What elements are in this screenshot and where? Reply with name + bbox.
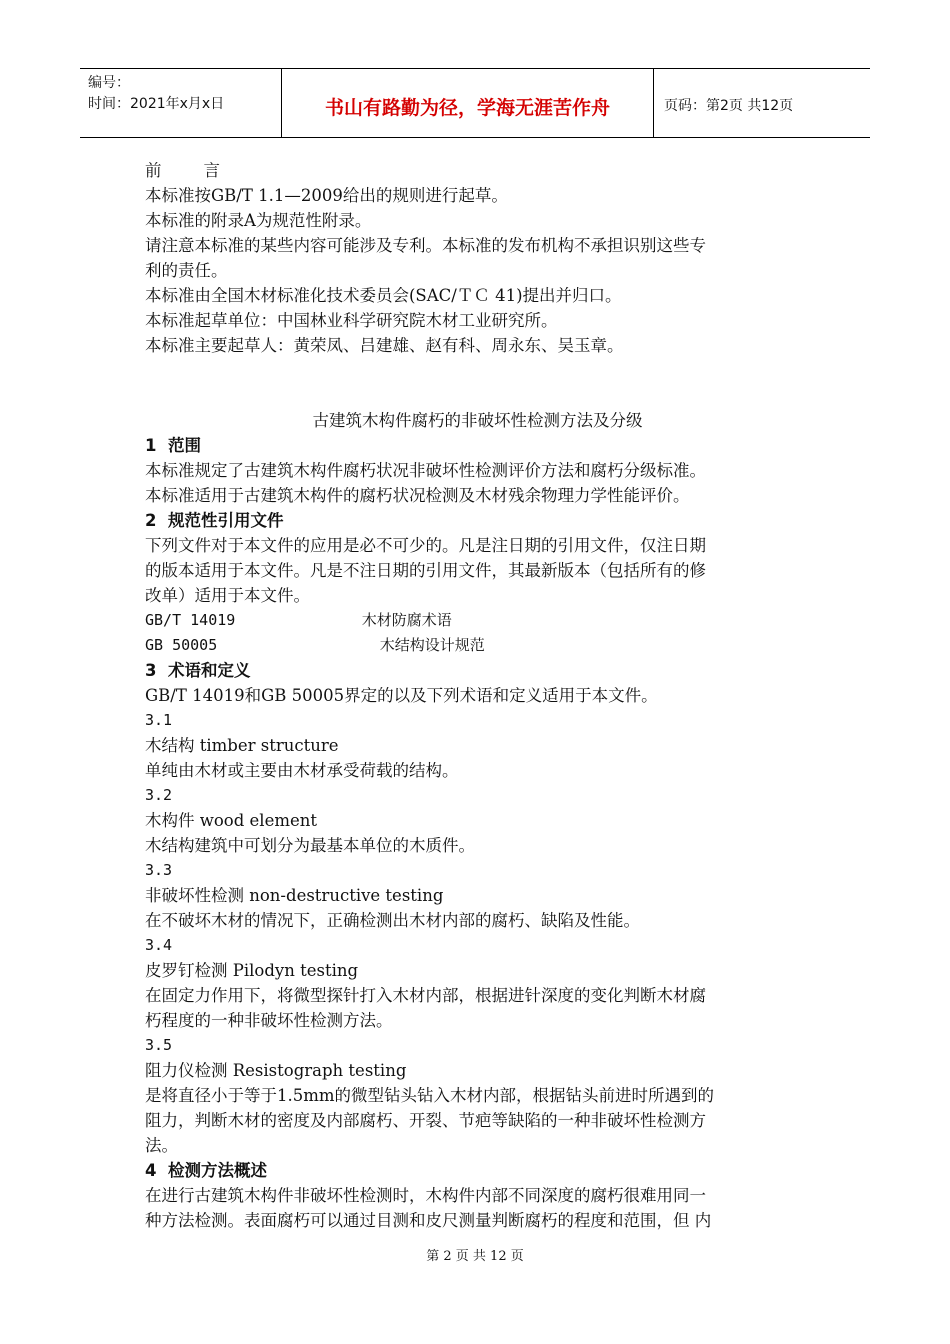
paragraph: GB/T 14019和GB 50005界定的以及下列术语和定义适用于本文件。 [145, 686, 658, 705]
term-definition: 木结构建筑中可划分为最基本单位的木质件。 [145, 836, 475, 855]
term-number: 3.1 [145, 711, 173, 729]
reference-entry: GB/T 14019 木材防腐术语 [145, 611, 452, 629]
spacer [145, 358, 810, 383]
term-definition: 阻力，判断木材的密度及内部腐朽、开裂、节疤等缺陷的一种非破坏性检测方 [145, 1111, 706, 1130]
spacer [145, 383, 810, 408]
paragraph: 在进行古建筑木构件非破坏性检测时，木构件内部不同深度的腐朽很难用同一 [145, 1186, 706, 1205]
paragraph: 下列文件对于本文件的应用是必不可少的。凡是注日期的引用文件，仅注日期 [145, 536, 706, 555]
paragraph: 本标准主要起草人：黄荣凤、吕建雄、赵有科、周永东、吴玉章。 [145, 336, 624, 355]
paragraph: 改单）适用于本文件。 [145, 586, 310, 605]
paragraph: 请注意本标准的某些内容可能涉及专利。本标准的发布机构不承担识别这些专 [145, 236, 706, 255]
term-name: 木构件 wood element [145, 811, 318, 830]
term-number: 3.5 [145, 1036, 173, 1054]
paragraph: 本标准规定了古建筑木构件腐朽状况非破坏性检测评价方法和腐朽分级标准。 [145, 461, 706, 480]
page-header [80, 68, 870, 138]
section-heading: 3 术语和定义 [145, 661, 251, 680]
page-footer: 第 2 页 共 12 页 [426, 1249, 524, 1264]
paragraph: 种方法检测。表面腐朽可以通过目测和皮尺测量判断腐朽的程度和范围，但 内 [145, 1211, 712, 1230]
term-definition: 单纯由木材或主要由木材承受荷载的结构。 [145, 761, 459, 780]
header-motto: 书山有路勤为径，学海无涯苦作舟 [282, 69, 654, 137]
paragraph: 本标准按GB/T 1.1—2009给出的规则进行起草。 [145, 186, 508, 205]
term-name: 非破坏性检测 non-destructive testing [145, 886, 444, 905]
term-name: 木结构 timber structure [145, 736, 339, 755]
reference-entry: GB 50005 木结构设计规范 [145, 636, 485, 654]
term-definition: 是将直径小于等于1.5mm的微型钻头钻入木材内部，根据钻头前进时所遇到的 [145, 1086, 715, 1105]
term-definition: 法。 [145, 1136, 178, 1155]
header-number-label: 编号： [88, 75, 130, 91]
paragraph: 本标准由全国木材标准化技术委员会(SAC/ＴＣ 41)提出并归口。 [145, 286, 622, 305]
document-body [145, 158, 810, 1233]
header-left-cell [80, 69, 282, 137]
section-heading: 1 范围 [145, 436, 201, 455]
term-number: 3.4 [145, 936, 173, 954]
paragraph: 的版本适用于本文件。凡是不注日期的引用文件，其最新版本（包括所有的修 [145, 561, 706, 580]
document-title: 古建筑木构件腐朽的非破坏性检测方法及分级 [312, 411, 643, 430]
term-name: 阻力仪检测 Resistograph testing [145, 1061, 407, 1080]
header-page-number: 页码：第2页 共12页 [664, 98, 794, 114]
paragraph: 本标准适用于古建筑木构件的腐朽状况检测及木材残余物理力学性能评价。 [145, 486, 690, 505]
term-definition: 在不破坏木材的情况下，正确检测出木材内部的腐朽、缺陷及性能。 [145, 911, 640, 930]
term-number: 3.3 [145, 861, 173, 879]
preface-title: 前 言 [145, 161, 220, 180]
paragraph: 本标准起草单位：中国林业科学研究院木材工业研究所。 [145, 311, 558, 330]
term-definition: 朽程度的一种非破坏性检测方法。 [145, 1011, 393, 1030]
term-number: 3.2 [145, 786, 173, 804]
term-name: 皮罗钉检测 Pilodyn testing [145, 961, 359, 980]
section-heading: 2 规范性引用文件 [145, 511, 284, 530]
term-definition: 在固定力作用下，将微型探针打入木材内部，根据进针深度的变化判断木材腐 [145, 986, 706, 1005]
paragraph: 本标准的附录A为规范性附录。 [145, 211, 372, 230]
header-date: 时间：2021年x月x日 [88, 96, 225, 112]
paragraph: 利的责任。 [145, 261, 228, 280]
section-heading: 4 检测方法概述 [145, 1161, 267, 1180]
